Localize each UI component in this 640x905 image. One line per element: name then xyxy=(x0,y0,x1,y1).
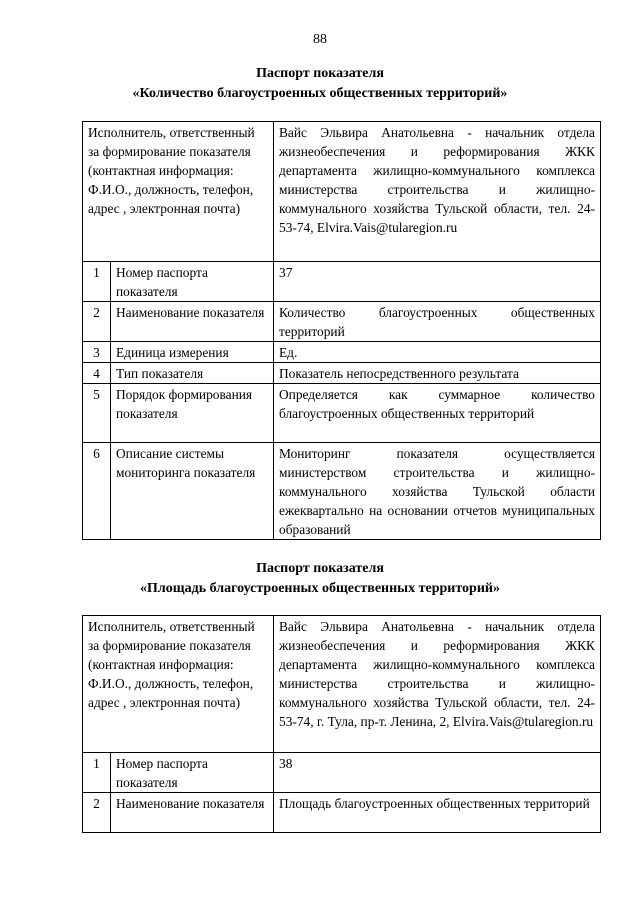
row-value: Определяется как суммарное количество благоустроенных общественных территорий xyxy=(274,384,601,443)
executor-label: Исполнитель, ответственный за формирование показателя (контактная информация: Ф.И.О., должность, телефон, адрес , электронная почта) xyxy=(83,122,274,262)
passport-1-subtitle: «Количество благоустроенных общественных территорий» xyxy=(132,86,508,101)
passport-2-table xyxy=(82,615,601,833)
row-label: Описание системы мониторинга показателя xyxy=(111,443,274,540)
row-value: Количество благоустроенных общественных территорий xyxy=(274,302,601,342)
page-number: 88 xyxy=(313,32,327,47)
passport-2-title: Паспорт показателя xyxy=(256,561,384,576)
row-value: Площадь благоустроенных общественных территорий xyxy=(274,793,601,833)
table-row xyxy=(83,793,601,833)
row-value: Показатель непосредственного результата xyxy=(274,363,601,384)
table-row xyxy=(83,342,601,363)
table-row xyxy=(83,753,601,793)
passport-1-title: Паспорт показателя xyxy=(256,66,384,81)
table-row xyxy=(83,363,601,384)
row-number: 2 xyxy=(83,793,111,833)
row-number: 1 xyxy=(83,262,111,302)
row-value: Ед. xyxy=(274,342,601,363)
row-value: 38 xyxy=(274,753,601,793)
row-label: Номер паспорта показателя xyxy=(111,262,274,302)
row-label: Единица измерения xyxy=(111,342,274,363)
row-number: 2 xyxy=(83,302,111,342)
row-label: Порядок формирования показателя xyxy=(111,384,274,443)
table-row xyxy=(83,443,601,540)
table-row xyxy=(83,302,601,342)
passport-2-subtitle: «Площадь благоустроенных общественных территорий» xyxy=(140,581,500,596)
passport-2-heading xyxy=(0,559,640,599)
row-number: 6 xyxy=(83,443,111,540)
passport-1-heading xyxy=(0,64,640,104)
table-row xyxy=(83,122,601,262)
passport-1-table xyxy=(82,121,601,540)
row-label: Наименование показателя xyxy=(111,793,274,833)
table-row xyxy=(83,616,601,753)
row-label: Тип показателя xyxy=(111,363,274,384)
row-label: Номер паспорта показателя xyxy=(111,753,274,793)
executor-label: Исполнитель, ответственный за формирование показателя (контактная информация: Ф.И.О., должность, телефон, адрес , электронная почта) xyxy=(83,616,274,753)
table-row xyxy=(83,262,601,302)
table-row xyxy=(83,384,601,443)
row-number: 3 xyxy=(83,342,111,363)
row-value: Мониторинг показателя осуществляется министерством строительства и жилищно-коммунального хозяйства Тульской области ежеквартально на основании отчетов муниципальных образований xyxy=(274,443,601,540)
row-value: 37 xyxy=(274,262,601,302)
row-number: 5 xyxy=(83,384,111,443)
row-label: Наименование показателя xyxy=(111,302,274,342)
row-number: 1 xyxy=(83,753,111,793)
executor-value: Вайс Эльвира Анатольевна - начальник отдела жизнеобеспечения и реформирования ЖКК департамента жилищно-коммунального комплекса министерства строительства и жилищно-коммунального хозяйства Тульской области, тел. 24-53-74, Elvira.Vais@tularegion.ru xyxy=(274,122,601,262)
executor-value: Вайс Эльвира Анатольевна - начальник отдела жизнеобеспечения и реформирования ЖКК департамента жилищно-коммунального комплекса министерства строительства и жилищно-коммунального хозяйства Тульской области, тел. 24-53-74, г. Тула, пр-т. Ленина, 2, Elvira.Vais@tularegion.ru xyxy=(274,616,601,753)
row-number: 4 xyxy=(83,363,111,384)
